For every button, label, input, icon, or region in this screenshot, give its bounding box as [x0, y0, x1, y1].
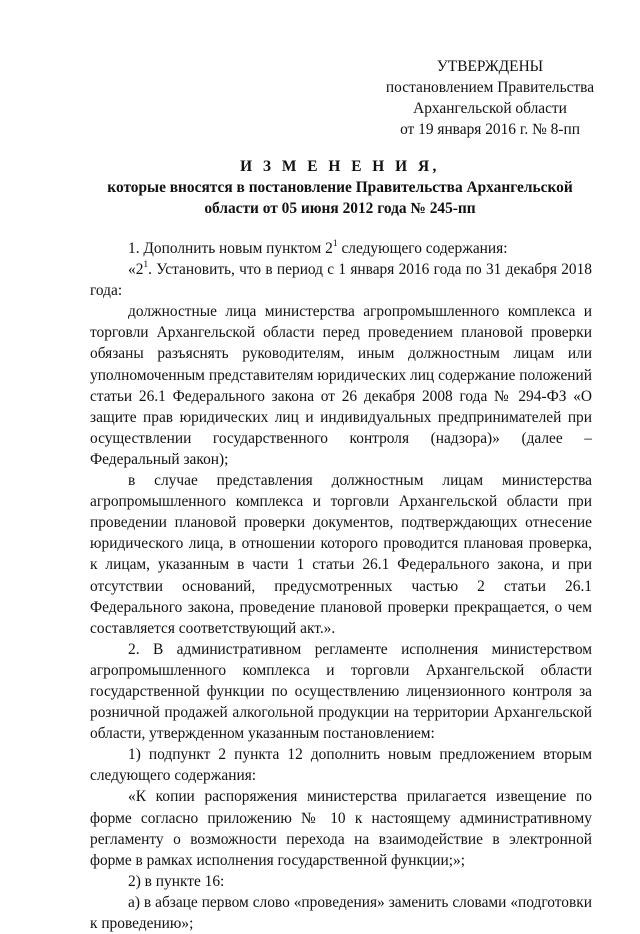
- paragraph: 1) подпункт 2 пункта 12 дополнить новым предложением вторым следующего содержания:: [90, 746, 592, 785]
- title-subtitle: которые вносятся в постановление Правительства Архангельской: [107, 179, 573, 196]
- document-title: [90, 156, 590, 219]
- approval-date: от 19 января 2016 г. № 8-пп: [400, 121, 580, 138]
- approval-line: Архангельской области: [413, 100, 567, 117]
- paragraph: а) в абзаце первом слово «проведения» заменить словами «подготовки к проведению»;: [90, 893, 592, 932]
- document-body: [90, 238, 592, 934]
- approval-title: УТВЕРЖДЕНЫ: [436, 58, 544, 75]
- paragraph-text: 1. Дополнить новым пунктом 2: [128, 240, 333, 257]
- paragraph-text: . Установить, что в период с 1 января 2016 года по 31 декабря 2018 года:: [90, 261, 592, 300]
- paragraph: должностные лица министерства агропромышленного комплекса и торговли Архангельской области перед проведением плановой проверки обязаны разъяснять руководителям, иным должностным лицам или уполномоченным представителям юридических лиц содержание положений статьи 26.1 Федерального закона от 26 декабря 2008 года № 294-ФЗ «О защите прав юридических лиц и индивидуальных предпринимателей при осуществлении государственного контроля (надзора)» (далее – Федеральный закон);: [90, 303, 592, 468]
- approval-stamp: [385, 56, 595, 140]
- title-heading: И З М Е Н Е Н И Я,: [240, 158, 440, 175]
- paragraph: 2. В административном регламенте исполнения министерством агропромышленного комплекса и торговли Архангельской области государственной функции по осуществлению лицензионного контроля за розничной продажей алкогольной продукции на территории Архангельской области, утвержденном указанным постановлением:: [90, 640, 592, 743]
- superscript: 1: [332, 239, 338, 249]
- paragraph: [90, 238, 592, 259]
- superscript: 1: [143, 260, 149, 271]
- title-subtitle: области от 05 июня 2012 года № 245-пп: [204, 200, 476, 217]
- paragraph-text: следующего содержания:: [337, 240, 508, 257]
- paragraph-text: «2: [128, 261, 144, 279]
- paragraph: «К копии распоряжения министерства прилагается извещение по форме согласно приложению № 10 к настоящему административному регламенту о возможности перехода на взаимодействие в электронной форме в рамках исполнения государственной функции;»;: [90, 788, 592, 869]
- approval-line: постановлением Правительства: [385, 79, 595, 96]
- paragraph: 2) в пункте 16:: [128, 872, 225, 890]
- paragraph: в случае представления должностным лицам министерства агропромышленного комплекса и торговли Архангельской области при проведении плановой проверки документов, подтверждающих отнесение юридического лица, в отношении которого проводится плановая проверка, к лицам, указанным в части 1 статьи 26.1 Федерального закона, и при отсутствии оснований, предусмотренных частью 2 статьи 26.1 Федерального закона, проведение плановой проверки прекращается, о чем составляется соответствующий акт.».: [90, 472, 592, 637]
- paragraph: [90, 259, 592, 301]
